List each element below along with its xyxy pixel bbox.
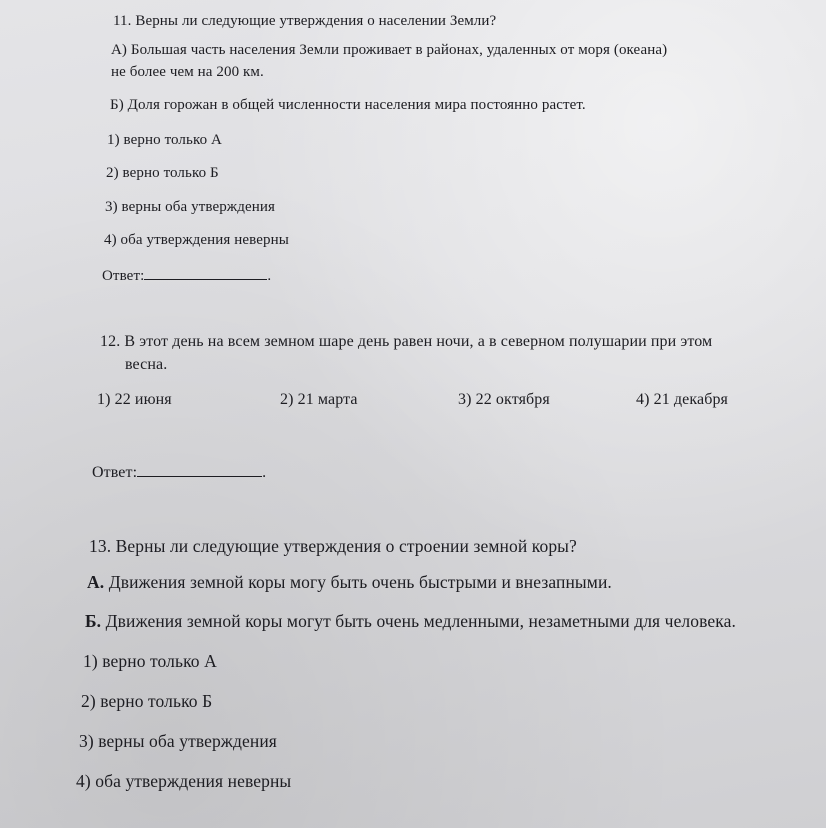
q11-option-2: 2) верно только Б <box>106 165 219 181</box>
q11-statement-b: Б) Доля горожан в общей численности населения мира постоянно растет. <box>110 97 586 113</box>
q13-option-2: 2) верно только Б <box>81 691 213 711</box>
q11-answer <box>102 265 271 285</box>
q13-question: 13. Верны ли следующие утверждения о строении земной коры? <box>89 536 577 556</box>
q12-option-2: 2) 21 марта <box>280 391 358 408</box>
q11-question: 11. Верны ли следующие утверждения о населении Земли? <box>113 13 497 29</box>
q11-answer-end: . <box>267 268 272 284</box>
q12-answer-end: . <box>262 464 267 481</box>
q11-statement-a-line2: не более чем на 200 км. <box>111 64 264 80</box>
q13-option-4: 4) оба утверждения неверны <box>76 771 292 791</box>
q13-statement-b-prefix: Б. <box>85 611 102 631</box>
q13-option-1: 1) верно только А <box>83 651 217 671</box>
q13-statement-b-text: Движения земной коры могут быть очень медленными, незаметными для человека. <box>101 611 736 631</box>
q12-answer <box>92 462 266 482</box>
q12-option-3: 3) 22 октября <box>458 391 550 408</box>
q12-question-line2: весна. <box>125 356 168 373</box>
q12-option-4: 4) 21 декабря <box>636 391 729 408</box>
q11-answer-label: Ответ: <box>102 268 145 284</box>
q12-option-1: 1) 22 июня <box>97 391 172 408</box>
q13-statement-a <box>87 572 612 593</box>
q11-answer-blank <box>144 265 267 280</box>
q11-option-1: 1) верно только А <box>107 132 222 148</box>
q13-statement-a-text: Движения земной коры могу быть очень быстрыми и внезапными. <box>104 572 612 592</box>
q11-option-4: 4) оба утверждения неверны <box>104 232 289 248</box>
q13-option-3: 3) верны оба утверждения <box>79 731 277 751</box>
q13-statement-b <box>85 611 736 632</box>
q13-statement-a-prefix: А. <box>87 572 105 592</box>
q11-statement-a-line1: А) Большая часть населения Земли проживает в районах, удаленных от моря (океана) <box>111 42 668 58</box>
q12-answer-blank <box>137 462 262 477</box>
q12-question-line1: 12. В этот день на всем земном шаре день равен ночи, а в северном полушарии при этом <box>100 333 713 350</box>
q11-option-3: 3) верны оба утверждения <box>105 199 276 215</box>
q12-answer-label: Ответ: <box>92 464 138 481</box>
